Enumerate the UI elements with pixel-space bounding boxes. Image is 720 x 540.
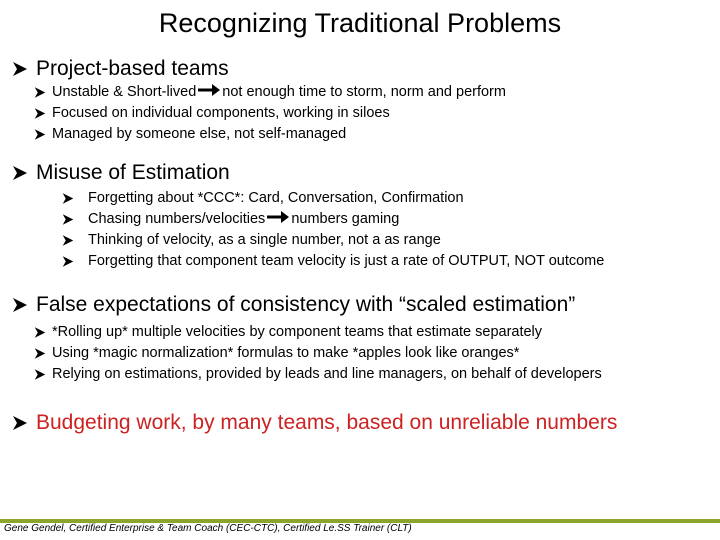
item-text: Unstable & Short-lived: [52, 84, 197, 100]
item-text: Using *magic normalization* formulas to make *apples look like oranges*: [52, 345, 520, 361]
list-item: [34, 322, 712, 343]
arrow-bullet-icon: [62, 235, 88, 246]
list-item: [34, 82, 712, 103]
section-heading: False expectations of consistency with “scaled estimation”: [36, 293, 576, 316]
section-heading: Project-based teams: [36, 57, 229, 80]
slide-title: Recognizing Traditional Problems: [158, 8, 562, 38]
list-item: [62, 209, 712, 230]
list-item: [34, 103, 712, 124]
list-item: [62, 188, 712, 209]
arrow-bullet-icon: [12, 298, 36, 312]
item-text: Chasing numbers/velocities: [88, 211, 266, 227]
section-project-based-teams: [12, 56, 712, 145]
right-arrow-icon: [198, 82, 220, 103]
section-budgeting-work: [12, 410, 712, 436]
arrow-bullet-icon: [12, 166, 36, 180]
section-heading-highlight: Budgeting work, by many teams, based on unreliable numbers: [36, 411, 618, 434]
item-text: Thinking of velocity, as a single number, not a as range: [88, 232, 441, 248]
arrow-bullet-icon: [62, 214, 88, 225]
item-text: Relying on estimations, provided by leads and line managers, on behalf of developers: [52, 366, 602, 382]
list-item: [34, 343, 712, 364]
arrow-bullet-icon: [62, 256, 88, 267]
arrow-bullet-icon: [34, 369, 52, 380]
item-text-post: not enough time to storm, norm and perform: [222, 84, 506, 100]
list-item: [62, 251, 712, 272]
arrow-bullet-icon: [34, 108, 52, 119]
arrow-bullet-icon: [62, 193, 88, 204]
item-text: *Rolling up* multiple velocities by component teams that estimate separately: [52, 324, 543, 340]
list-item: [62, 230, 712, 251]
arrow-bullet-icon: [34, 327, 52, 338]
arrow-bullet-icon: [34, 87, 52, 98]
item-text: Managed by someone else, not self-managed: [52, 126, 347, 142]
right-arrow-icon: [267, 209, 289, 230]
arrow-bullet-icon: [12, 62, 36, 76]
item-text: Focused on individual components, working in siloes: [52, 105, 390, 121]
footer-credit: Gene Gendel, Certified Enterprise & Team Coach (CEC-CTC), Certified Le.SS Trainer (CLT): [4, 523, 412, 534]
section-heading: Misuse of Estimation: [36, 161, 230, 184]
arrow-bullet-icon: [34, 129, 52, 140]
item-text: Forgetting about *CCC*: Card, Conversation, Confirmation: [88, 190, 464, 206]
item-text-post: numbers gaming: [291, 211, 400, 227]
section-misuse-of-estimation: [12, 160, 712, 272]
arrow-bullet-icon: [34, 348, 52, 359]
list-item: [34, 364, 712, 385]
arrow-bullet-icon: [12, 416, 36, 430]
list-item: [34, 124, 712, 145]
section-false-expectations: [12, 292, 712, 385]
item-text: Forgetting that component team velocity is just a rate of OUTPUT, NOT outcome: [88, 253, 605, 269]
